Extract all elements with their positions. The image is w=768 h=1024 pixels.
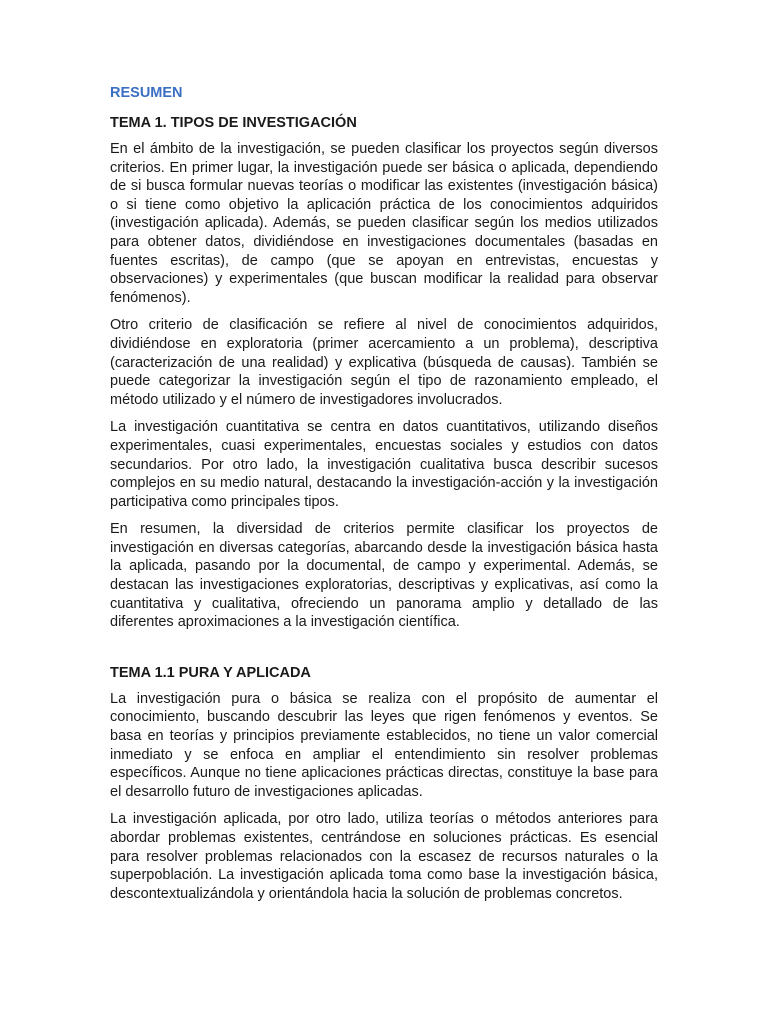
paragraph: Otro criterio de clasificación se refiere al nivel de conocimientos adquiridos, dividiéndose en exploratoria (primer acercamiento a un problema), descriptiva (caracterización de una realidad) y explicativa (búsqueda de causas). También se puede categorizar la investigación según el tipo de razonamiento empleado, el método utilizado y el número de investigadores involucrados. xyxy=(110,317,658,408)
section-spacer xyxy=(110,641,658,664)
paragraph: La investigación cuantitativa se centra en datos cuantitativos, utilizando diseños experimentales, cuasi experimentales, encuestas sociales y estudios con datos secundarios. Por otro lado, la investigación cualitativa busca describir sucesos complejos en su medio natural, destacando la investigación-acción y la investigación participativa como principales tipos. xyxy=(110,419,658,510)
section-tema-1-1 xyxy=(110,664,658,904)
section-tema-1 xyxy=(110,114,658,632)
paragraph: La investigación aplicada, por otro lado, utiliza teorías o métodos anteriores para abordar problemas existentes, centrándose en soluciones prácticas. Es esencial para resolver problemas relacionados con la escasez de recursos naturales o la superpoblación. La investigación aplicada toma como base la investigación básica, descontextualizándola y orientándola hacia la solución de problemas concretos. xyxy=(110,811,658,902)
section-title: TEMA 1.1 PURA Y APLICADA xyxy=(110,664,311,681)
paragraph: En resumen, la diversidad de criterios permite clasificar los proyectos de investigación en diversas categorías, abarcando desde la investigación básica hasta la aplicada, pasando por la documental, de campo y experimental. Además, se destacan las investigaciones exploratorias, descriptivas y explicativas, así como la cuantitativa y cualitativa, ofreciendo un panorama amplio y detallado de las diferentes aproximaciones a la investigación científica. xyxy=(110,521,658,631)
document-page xyxy=(110,84,658,912)
paragraph: La investigación pura o básica se realiza con el propósito de aumentar el conocimiento, buscando descubrir las leyes que rigen fenómenos y eventos. Se basa en teorías y principios previamente establecidos, no tiene un valor comercial inmediato y se enfoca en ampliar el entendimiento sin resolver problemas específicos. Aunque no tiene aplicaciones prácticas directas, constituye la base para el desarrollo futuro de investigaciones aplicadas. xyxy=(110,690,658,800)
section-title: TEMA 1. TIPOS DE INVESTIGACIÓN xyxy=(110,115,357,131)
paragraph: En el ámbito de la investigación, se pueden clasificar los proyectos según diversos criterios. En primer lugar, la investigación puede ser básica o aplicada, dependiendo de si busca formular nuevas teorías o modificar las existentes (investigación básica) o si tiene como objetivo la aplicación práctica de los conocimientos adquiridos (investigación aplicada). Además, se pueden clasificar según los medios utilizados para obtener datos, dividiéndose en investigaciones documentales (basadas en fuentes escritas), de campo (que se apoyan en entrevistas, encuestas y observaciones) y experimentales (que buscan modificar la realidad para observar fenómenos). xyxy=(110,141,658,306)
summary-label: RESUMEN xyxy=(110,85,183,101)
